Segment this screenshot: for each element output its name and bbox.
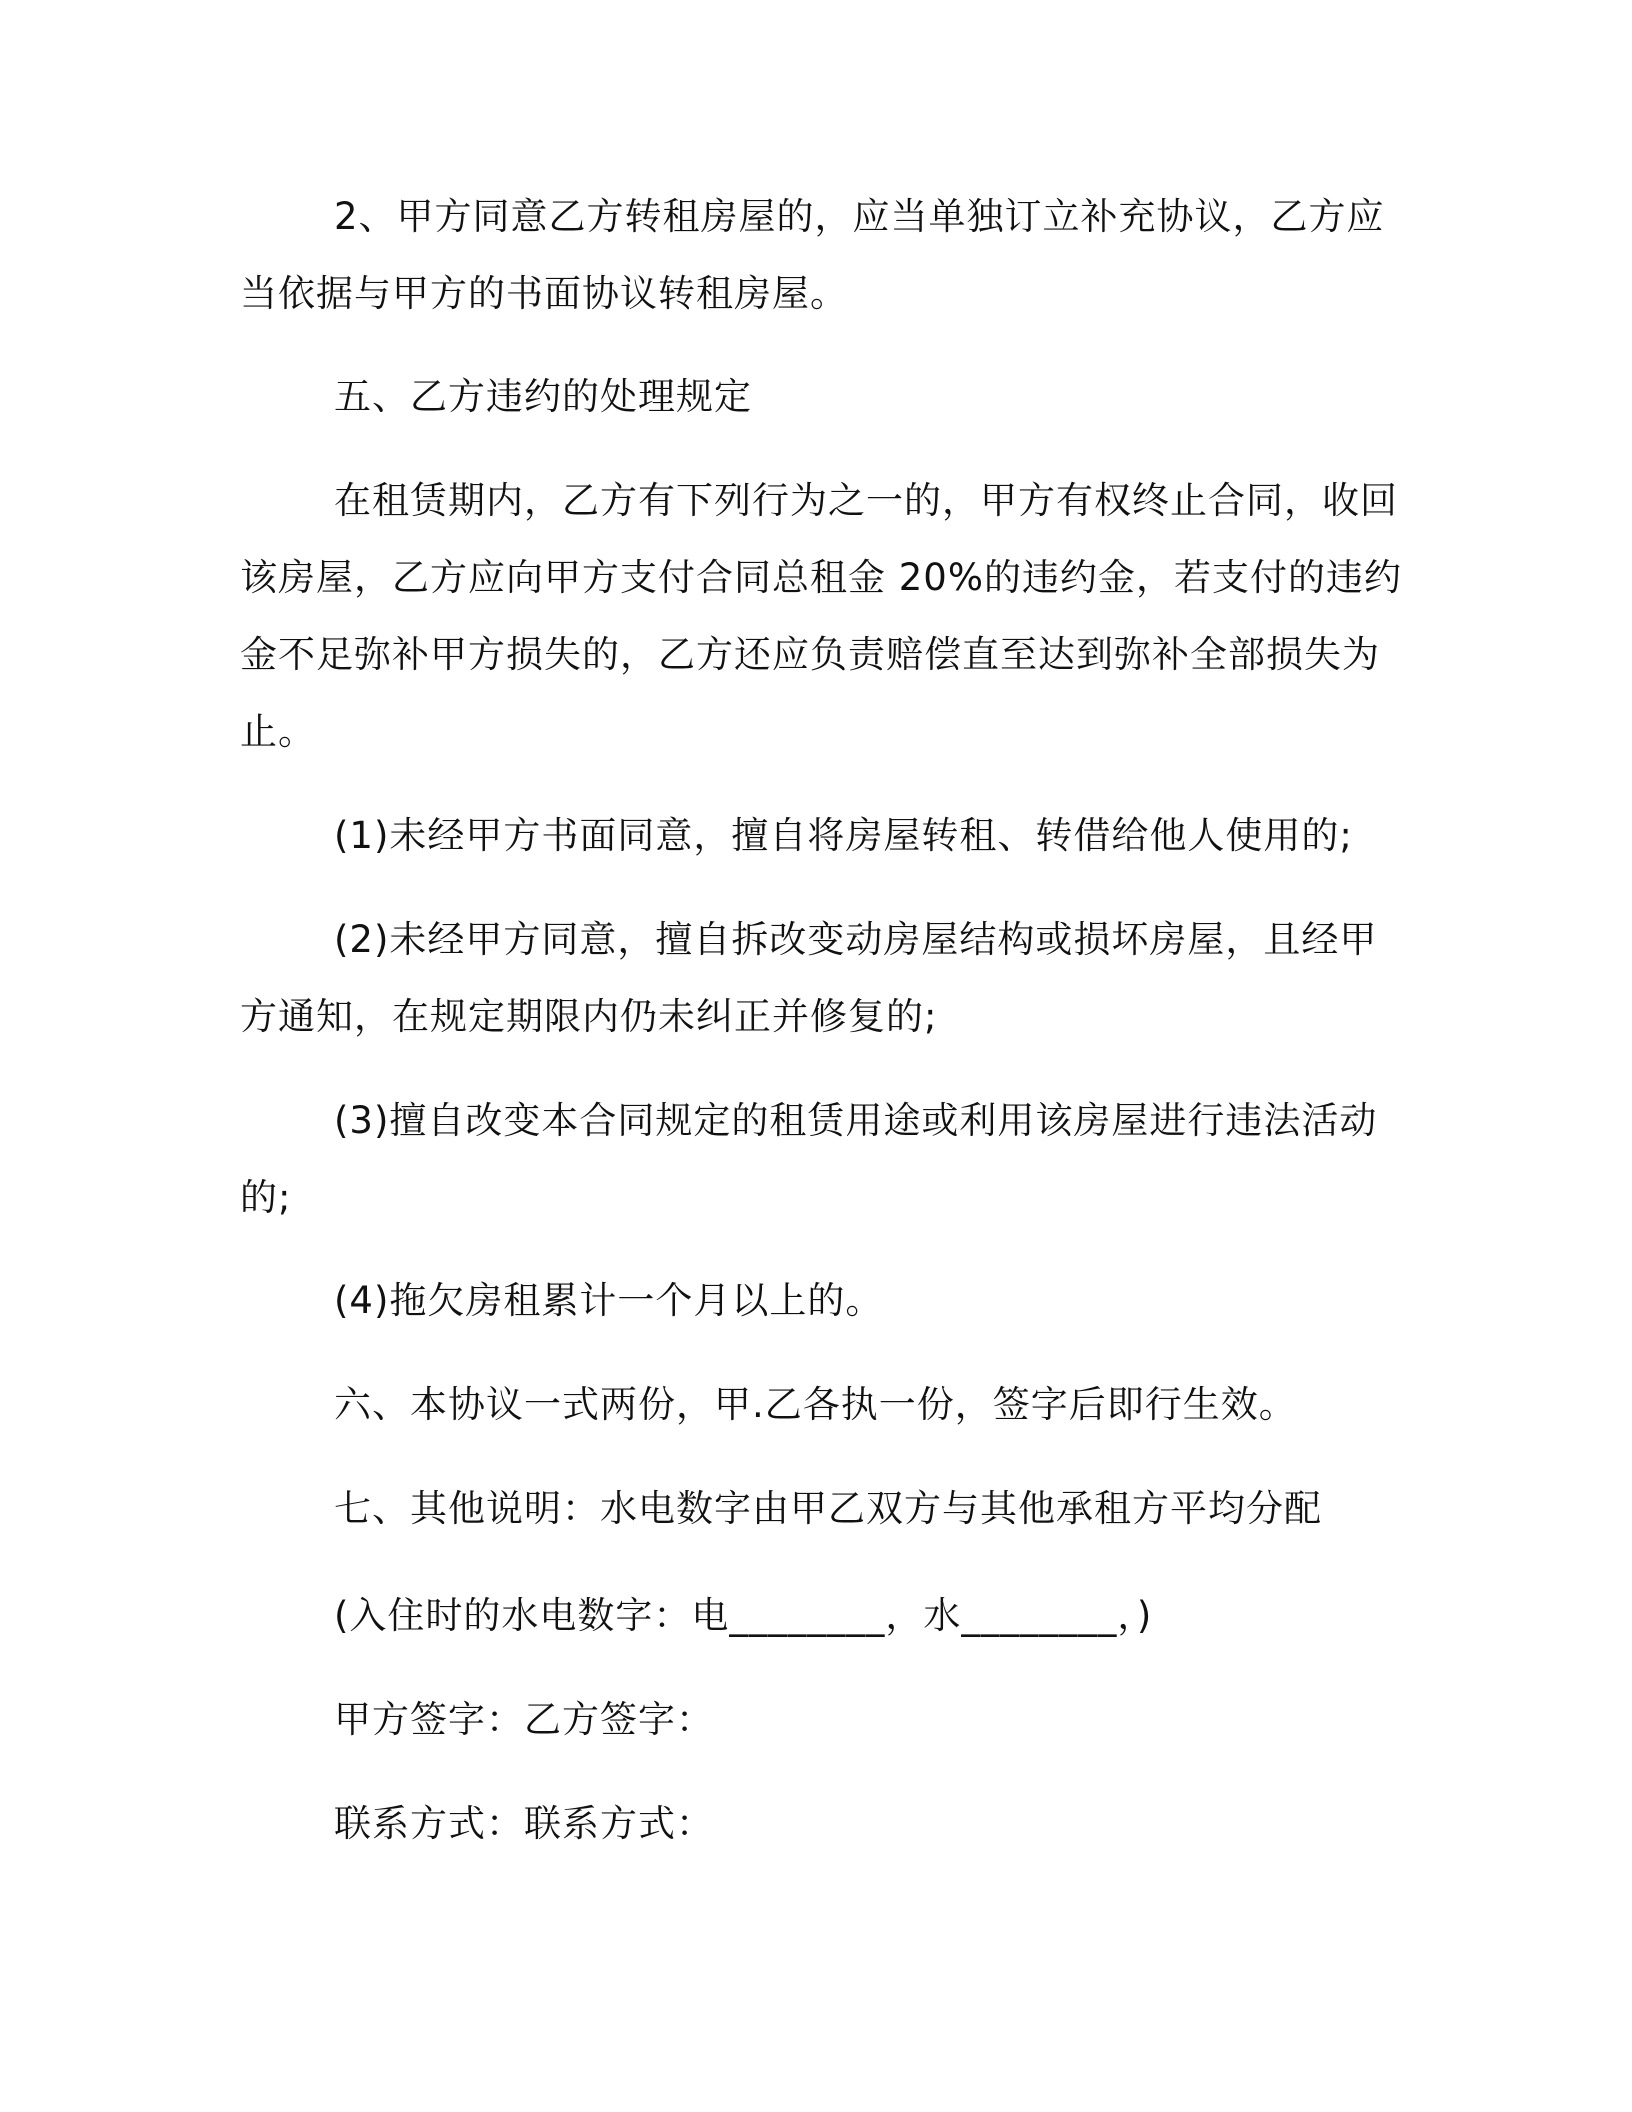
section-7-paragraph — [240, 1470, 1380, 1547]
section-6-paragraph — [240, 1366, 1380, 1443]
item-3-paragraph — [240, 1082, 1380, 1236]
paragraph-line: 方通知，在规定期限内仍未纠正并修复的; — [240, 995, 938, 1038]
paragraph-line: (3)擅自改变本合同规定的租赁用途或利用该房屋进行违法活动 — [334, 1099, 1378, 1142]
heading-line: 五、乙方违约的处理规定 — [334, 375, 752, 418]
paragraph-line: 甲方签字：乙方签字： — [334, 1698, 714, 1741]
clause-4-2-paragraph — [240, 178, 1385, 332]
section-5-intro-paragraph — [240, 462, 1402, 770]
paragraph-line: (4)拖欠房租累计一个月以上的。 — [334, 1279, 884, 1322]
paragraph-line: 当依据与甲方的书面协议转租房屋。 — [240, 272, 848, 315]
item-4-paragraph — [240, 1262, 1380, 1339]
meter-readings-paragraph — [240, 1577, 1380, 1654]
item-1-paragraph — [240, 797, 1380, 874]
paragraph-line: 该房屋，乙方应向甲方支付合同总租金 20%的违约金，若支付的违约 — [240, 556, 1402, 599]
paragraph-line: 止。 — [240, 710, 316, 753]
item-2-paragraph — [240, 901, 1380, 1055]
paragraph-line: 联系方式：联系方式： — [334, 1802, 714, 1845]
paragraph-line: 2、甲方同意乙方转租房屋的，应当单独订立补充协议，乙方应 — [334, 195, 1385, 238]
paragraph-line: 七、其他说明：水电数字由甲乙双方与其他承租方平均分配 — [334, 1487, 1322, 1530]
contacts-paragraph — [240, 1785, 1380, 1862]
paragraph-line: (入住时的水电数字：电________，水________，) — [334, 1594, 1153, 1637]
paragraph-line: 的; — [240, 1176, 292, 1219]
paragraph-line: (1)未经甲方书面同意，擅自将房屋转租、转借给他人使用的; — [334, 814, 1353, 857]
section-5-heading — [240, 358, 1380, 435]
paragraph-line: 六、本协议一式两份，甲.乙各执一份，签字后即行生效。 — [334, 1383, 1297, 1426]
paragraph-line: (2)未经甲方同意，擅自拆改变动房屋结构或损坏房屋，且经甲 — [334, 918, 1378, 961]
paragraph-line: 金不足弥补甲方损失的，乙方还应负责赔偿直至达到弥补全部损失为 — [240, 633, 1380, 676]
paragraph-line: 在租赁期内，乙方有下列行为之一的，甲方有权终止合同，收回 — [334, 479, 1398, 522]
signatures-paragraph — [240, 1681, 1380, 1758]
